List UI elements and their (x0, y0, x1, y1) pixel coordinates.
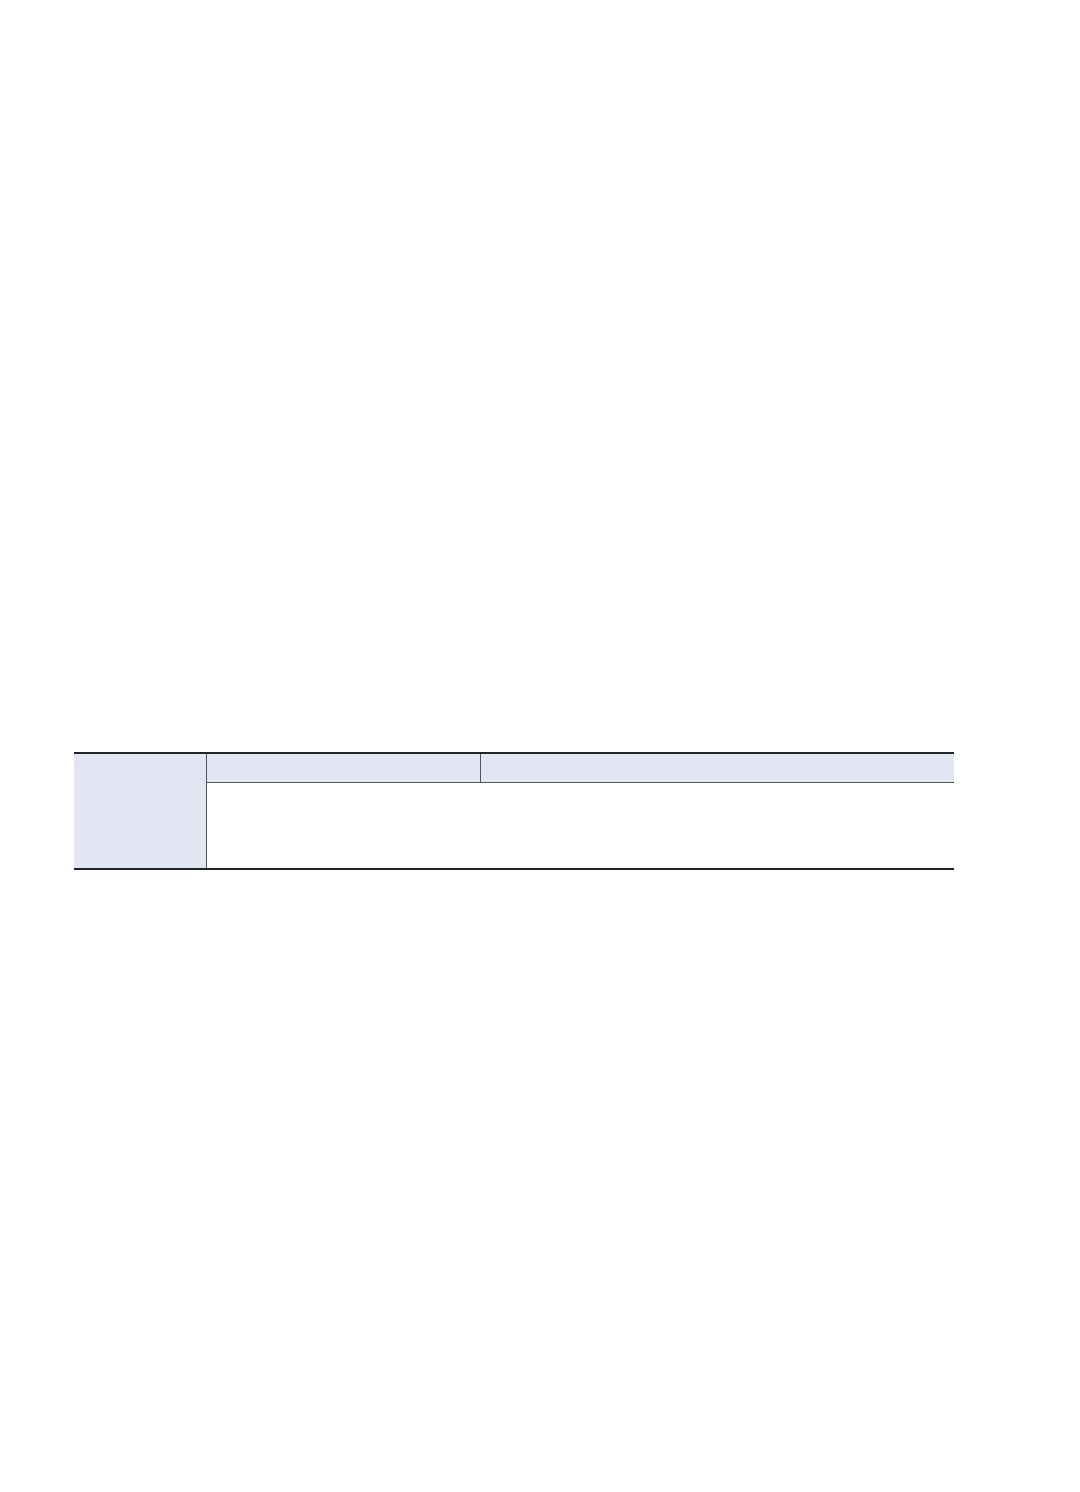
table2 (74, 752, 954, 870)
t2-group-supply (206, 753, 480, 782)
t2-header-region (74, 753, 206, 869)
t2-group-use (480, 753, 954, 782)
